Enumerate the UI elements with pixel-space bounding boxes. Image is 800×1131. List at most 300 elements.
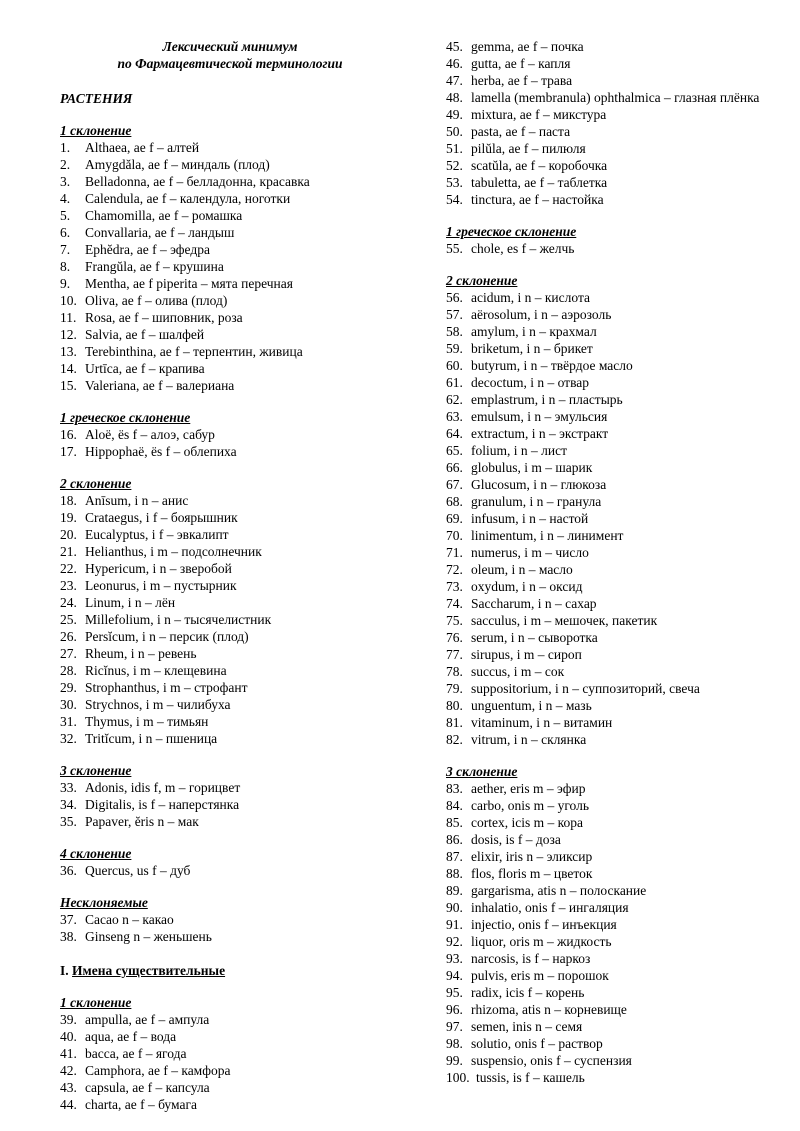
item-number: 2.: [60, 157, 71, 172]
item-number: 81.: [446, 715, 463, 730]
list-item: [60, 326, 400, 343]
list-item: [446, 306, 766, 323]
item-text: sirupus, i m – сироп: [471, 647, 582, 662]
list-item: [446, 1035, 766, 1052]
item-number: 91.: [446, 917, 463, 932]
item-number: 78.: [446, 664, 463, 679]
item-number: 88.: [446, 866, 463, 881]
list-item: [60, 1028, 400, 1045]
item-text: rhizoma, atis n – корневище: [471, 1002, 627, 1017]
declension-heading: 1 склонение: [60, 123, 132, 138]
list-item: [446, 899, 766, 916]
item-text: numerus, i m – число: [471, 545, 589, 560]
item-text: suspensio, onis f – суспензия: [471, 1053, 632, 1068]
item-text: herba, ae f – трава: [471, 73, 573, 88]
item-text: aërosolum, i n – аэрозоль: [471, 307, 612, 322]
item-text: Rheum, i n – ревень: [85, 646, 197, 661]
item-number: 39.: [60, 1012, 77, 1027]
item-number: 15.: [60, 378, 77, 393]
item-number: 74.: [446, 596, 463, 611]
item-number: 76.: [446, 630, 463, 645]
item-text: Tritĭcum, i n – пшеница: [85, 731, 218, 746]
list-item: [446, 323, 766, 340]
item-number: 66.: [446, 460, 463, 475]
list-item: [446, 731, 766, 748]
list-item: [60, 224, 400, 241]
item-number: 35.: [60, 814, 77, 829]
item-text: tinctura, ae f – настойка: [471, 192, 604, 207]
item-text: solutio, onis f – раствор: [471, 1036, 603, 1051]
list-item: [60, 862, 400, 879]
list-item: [446, 408, 766, 425]
item-text: mixtura, ae f – микстура: [471, 107, 607, 122]
item-text: Strophanthus, i m – строфант: [85, 680, 248, 695]
declension-heading: 2 склонение: [446, 273, 518, 288]
left-column: [60, 38, 400, 1113]
item-text: gargarisma, atis n – полоскание: [471, 883, 647, 898]
list-item: [446, 916, 766, 933]
list-item: [446, 527, 766, 544]
list-item: [446, 544, 766, 561]
item-text: Aloë, ёs f – алоэ, сабур: [85, 427, 215, 442]
item-number: 26.: [60, 629, 77, 644]
list-item: [446, 865, 766, 882]
item-text: vitrum, i n – склянка: [471, 732, 587, 747]
item-text: flos, floris m – цветок: [471, 866, 593, 881]
list-item: [446, 714, 766, 731]
item-number: 59.: [446, 341, 463, 356]
list-item: [446, 561, 766, 578]
nouns-heading-title: Имена существительные: [72, 963, 226, 978]
item-number: 19.: [60, 510, 77, 525]
item-text: narcosis, is f – наркоз: [471, 951, 591, 966]
list-item: [446, 831, 766, 848]
nouns-group: [60, 994, 400, 1113]
item-text: Glucosum, i n – глюкоза: [471, 477, 607, 492]
item-text: Chamomilla, ae f – ромашка: [85, 208, 243, 223]
list-item: [60, 796, 400, 813]
item-number: 55.: [446, 241, 463, 256]
list-item: [446, 493, 766, 510]
list-item: [446, 984, 766, 1001]
item-number: 22.: [60, 561, 77, 576]
item-number: 54.: [446, 192, 463, 207]
item-text: Frangŭla, ae f – крушина: [85, 259, 224, 274]
item-number: 13.: [60, 344, 77, 359]
item-text: Quercus, us f – дуб: [85, 863, 191, 878]
list-item: [60, 1079, 400, 1096]
item-number: 51.: [446, 141, 463, 156]
list-item: [60, 139, 400, 156]
list-item: [60, 190, 400, 207]
item-text: injectio, onis f – инъекция: [471, 917, 617, 932]
item-text: Leonurus, i m – пустырник: [85, 578, 237, 593]
item-number: 50.: [446, 124, 463, 139]
list-item: [60, 156, 400, 173]
item-number: 9.: [60, 276, 71, 291]
item-text: Digitalis, is f – наперстянка: [85, 797, 240, 812]
item-text: acidum, i n – кислота: [471, 290, 591, 305]
list-item: [60, 207, 400, 224]
document-title-line2: по Фармацевтической терминологии: [117, 56, 343, 71]
item-text: folium, i n – лист: [471, 443, 567, 458]
list-item: [446, 123, 766, 140]
item-text: Ricĭnus, i m – клещевина: [85, 663, 227, 678]
item-number: 31.: [60, 714, 77, 729]
section-title-plants: РАСТЕНИЯ: [60, 91, 133, 106]
list-item: [446, 1052, 766, 1069]
list-item: [446, 578, 766, 595]
item-number: 17.: [60, 444, 77, 459]
list-item: [60, 560, 400, 577]
item-number: 63.: [446, 409, 463, 424]
item-number: 84.: [446, 798, 463, 813]
item-text: pasta, ae f – паста: [471, 124, 571, 139]
list-item: [446, 391, 766, 408]
list-item: [60, 343, 400, 360]
declension-heading: 3 склонение: [60, 763, 132, 778]
list-item: [446, 680, 766, 697]
item-number: 67.: [446, 477, 463, 492]
item-number: 36.: [60, 863, 77, 878]
item-number: 58.: [446, 324, 463, 339]
item-number: 75.: [446, 613, 463, 628]
item-number: 38.: [60, 929, 77, 944]
item-text: Salvia, ae f – шалфей: [85, 327, 205, 342]
item-number: 69.: [446, 511, 463, 526]
item-text: Rosa, ae f – шиповник, роза: [85, 310, 243, 325]
list-item: [60, 696, 400, 713]
list-item: [60, 928, 400, 945]
list-item: [446, 340, 766, 357]
item-number: 71.: [446, 545, 463, 560]
item-text: Strychnos, i m – чилибуха: [85, 697, 231, 712]
item-text: serum, i n – сыворотка: [471, 630, 598, 645]
list-item: [446, 933, 766, 950]
item-text: Urtīca, ae f – крапива: [85, 361, 205, 376]
list-item: [60, 443, 400, 460]
item-text: Belladonna, ae f – белладонна, красавка: [85, 174, 310, 189]
item-text: pulvis, eris m – порошок: [471, 968, 609, 983]
list-item: [446, 797, 766, 814]
item-text: succus, i m – сок: [471, 664, 565, 679]
list-item: [60, 611, 400, 628]
item-text: Anīsum, i n – анис: [85, 493, 189, 508]
list-item: [60, 730, 400, 747]
item-text: inhalatio, onis f – ингаляция: [471, 900, 629, 915]
item-text: vitaminum, i n – витамин: [471, 715, 613, 730]
item-number: 37.: [60, 912, 77, 927]
list-item: [60, 360, 400, 377]
item-number: 80.: [446, 698, 463, 713]
item-number: 1.: [60, 140, 71, 155]
item-number: 29.: [60, 680, 77, 695]
list-item: [60, 645, 400, 662]
item-number: 65.: [446, 443, 463, 458]
item-text: Terebinthina, ae f – терпентин, живица: [85, 344, 303, 359]
item-text: scatŭla, ae f – коробочка: [471, 158, 608, 173]
list-item: [446, 357, 766, 374]
item-number: 93.: [446, 951, 463, 966]
nouns-heading-number: I.: [60, 963, 69, 978]
list-item: [446, 629, 766, 646]
item-text: Adonis, idis f, m – горицвет: [85, 780, 241, 795]
item-text: Mentha, ae f piperita – мята перечная: [85, 276, 293, 291]
item-text: Ginseng n – женьшень: [85, 929, 212, 944]
declension-heading: 1 греческое склонение: [60, 410, 191, 425]
item-text: carbo, onis m – уголь: [471, 798, 590, 813]
item-number: 7.: [60, 242, 71, 257]
list-item: [60, 241, 400, 258]
list-item: [60, 1062, 400, 1079]
item-text: Linum, i n – лён: [85, 595, 176, 610]
item-text: oxydum, i n – оксид: [471, 579, 583, 594]
item-number: 3.: [60, 174, 71, 189]
document-title-line1: Лексический минимум: [162, 39, 298, 54]
item-number: 42.: [60, 1063, 77, 1078]
item-number: 41.: [60, 1046, 77, 1061]
item-text: elixir, iris n – эликсир: [471, 849, 593, 864]
left-groups: [60, 122, 400, 945]
list-item: [446, 459, 766, 476]
list-item: [446, 612, 766, 629]
item-text: butyrum, i n – твёрдое масло: [471, 358, 633, 373]
list-item: [446, 1069, 766, 1086]
item-number: 97.: [446, 1019, 463, 1034]
declension-heading: 2 склонение: [60, 476, 132, 491]
list-item: [446, 950, 766, 967]
item-text: gemma, ae f – почка: [471, 39, 584, 54]
list-item: [446, 780, 766, 797]
item-text: aqua, ae f – вода: [85, 1029, 177, 1044]
item-number: 49.: [446, 107, 463, 122]
item-number: 18.: [60, 493, 77, 508]
list-item: [446, 191, 766, 208]
list-item: [60, 911, 400, 928]
item-number: 30.: [60, 697, 77, 712]
right-groups: [446, 223, 766, 1086]
item-number: 79.: [446, 681, 463, 696]
list-item: [60, 526, 400, 543]
item-number: 28.: [60, 663, 77, 678]
item-text: ampulla, ae f – ампула: [85, 1012, 210, 1027]
list-item: [446, 848, 766, 865]
item-text: semen, inis n – семя: [471, 1019, 583, 1034]
list-item: [60, 577, 400, 594]
list-item: [60, 292, 400, 309]
list-item: [60, 679, 400, 696]
item-number: 40.: [60, 1029, 77, 1044]
item-text: emplastrum, i n – пластырь: [471, 392, 623, 407]
item-number: 56.: [446, 290, 463, 305]
item-number: 85.: [446, 815, 463, 830]
list-item: [446, 814, 766, 831]
item-number: 98.: [446, 1036, 463, 1051]
item-text: Camphora, ae f – камфора: [85, 1063, 231, 1078]
item-text: radix, icis f – корень: [471, 985, 585, 1000]
item-number: 25.: [60, 612, 77, 627]
item-text: globulus, i m – шарик: [471, 460, 593, 475]
list-item: [446, 510, 766, 527]
item-number: 27.: [60, 646, 77, 661]
item-number: 70.: [446, 528, 463, 543]
item-number: 60.: [446, 358, 463, 373]
item-text: amylum, i n – крахмал: [471, 324, 597, 339]
item-text: Calendula, ae f – календула, ноготки: [85, 191, 291, 206]
item-text: liquor, oris m – жидкость: [471, 934, 612, 949]
list-item: [60, 813, 400, 830]
item-number: 11.: [60, 310, 77, 325]
list-item: [60, 492, 400, 509]
list-item: [446, 663, 766, 680]
list-item: [446, 476, 766, 493]
list-item: [60, 309, 400, 326]
item-number: 48.: [446, 90, 463, 105]
item-number: 24.: [60, 595, 77, 610]
list-item: [446, 89, 766, 106]
item-text: charta, ae f – бумага: [85, 1097, 197, 1112]
list-item: [446, 1001, 766, 1018]
item-number: 10.: [60, 293, 77, 308]
list-item: [446, 967, 766, 984]
item-text: aether, eris m – эфир: [471, 781, 586, 796]
item-text: Althaea, ae f – алтей: [85, 140, 200, 155]
item-text: Saccharum, i n – сахар: [471, 596, 597, 611]
list-item: [60, 543, 400, 560]
item-number: 57.: [446, 307, 463, 322]
list-item: [446, 38, 766, 55]
list-item: [60, 1045, 400, 1062]
list-item: [60, 779, 400, 796]
item-number: 44.: [60, 1097, 77, 1112]
right-top-list: [446, 38, 766, 208]
declension-heading: Несклоняемые: [60, 895, 148, 910]
item-number: 73.: [446, 579, 463, 594]
item-text: Cacao n – какао: [85, 912, 174, 927]
item-text: Convallaria, ae f – ландыш: [85, 225, 235, 240]
item-number: 77.: [446, 647, 463, 662]
item-text: Thymus, i m – тимьян: [85, 714, 209, 729]
item-text: Helianthus, i m – подсолнечник: [85, 544, 262, 559]
item-number: 92.: [446, 934, 463, 949]
item-number: 6.: [60, 225, 71, 240]
item-number: 8.: [60, 259, 71, 274]
item-number: 52.: [446, 158, 463, 173]
list-item: [446, 55, 766, 72]
item-number: 61.: [446, 375, 463, 390]
item-number: 4.: [60, 191, 71, 206]
item-number: 83.: [446, 781, 463, 796]
list-item: [60, 662, 400, 679]
item-number: 45.: [446, 39, 463, 54]
item-number: 14.: [60, 361, 77, 376]
list-item: [60, 426, 400, 443]
list-item: [446, 140, 766, 157]
item-text: chole, es f – желчь: [471, 241, 575, 256]
list-item: [60, 275, 400, 292]
nouns-heading: [60, 962, 400, 979]
item-number: 64.: [446, 426, 463, 441]
item-number: 90.: [446, 900, 463, 915]
item-text: extractum, i n – экстракт: [471, 426, 609, 441]
item-text: Hypericum, i n – зверобой: [85, 561, 232, 576]
item-text: emulsum, i n – эмульсия: [471, 409, 608, 424]
item-text: linimentum, i n – линимент: [471, 528, 624, 543]
list-item: [60, 509, 400, 526]
declension-heading: 3 склонение: [446, 764, 518, 779]
item-text: Crataegus, i f – боярышник: [85, 510, 238, 525]
item-text: Papaver, ĕris n – мак: [85, 814, 199, 829]
item-number: 82.: [446, 732, 463, 747]
item-text: briketum, i n – брикет: [471, 341, 593, 356]
item-number: 34.: [60, 797, 77, 812]
list-item: [60, 173, 400, 190]
item-text: sacculus, i m – мешочек, пакетик: [471, 613, 658, 628]
list-item: [446, 72, 766, 89]
item-text: bacca, ae f – ягода: [85, 1046, 187, 1061]
item-number: 20.: [60, 527, 77, 542]
item-number: 99.: [446, 1053, 463, 1068]
item-text: dosis, is f – доза: [471, 832, 561, 847]
item-number: 96.: [446, 1002, 463, 1017]
list-item: [446, 240, 766, 257]
declension-heading: 1 склонение: [60, 995, 132, 1010]
right-column: [446, 38, 766, 1086]
list-item: [60, 628, 400, 645]
item-text: lamella (membranula) ophthalmica – глазная плёнка: [471, 90, 760, 105]
item-text: Oliva, ae f – олива (плод): [85, 293, 228, 308]
item-text: Millefolium, i n – тысячелистник: [85, 612, 272, 627]
item-text: tabuletta, ae f – таблетка: [471, 175, 608, 190]
declension-heading: 4 склонение: [60, 846, 132, 861]
item-number: 46.: [446, 56, 463, 71]
item-number: 32.: [60, 731, 77, 746]
list-item: [446, 374, 766, 391]
item-number: 94.: [446, 968, 463, 983]
item-number: 47.: [446, 73, 463, 88]
item-text: gutta, ae f – капля: [471, 56, 571, 71]
declension-heading: 1 греческое склонение: [446, 224, 577, 239]
list-item: [446, 882, 766, 899]
list-item: [446, 174, 766, 191]
item-text: cortex, icis m – кора: [471, 815, 583, 830]
item-number: 100.: [446, 1070, 470, 1085]
item-text: oleum, i n – масло: [471, 562, 573, 577]
item-text: capsula, ae f – капсула: [85, 1080, 210, 1095]
list-item: [60, 713, 400, 730]
list-item: [446, 646, 766, 663]
list-item: [446, 442, 766, 459]
item-number: 12.: [60, 327, 77, 342]
list-item: [446, 1018, 766, 1035]
item-text: unguentum, i n – мазь: [471, 698, 592, 713]
item-number: 33.: [60, 780, 77, 795]
item-number: 95.: [446, 985, 463, 1000]
item-number: 16.: [60, 427, 77, 442]
list-item: [446, 697, 766, 714]
item-text: Eucalyptus, i f – эвкалипт: [85, 527, 229, 542]
item-number: 86.: [446, 832, 463, 847]
item-number: 72.: [446, 562, 463, 577]
list-item: [446, 289, 766, 306]
item-text: decoctum, i n – отвар: [471, 375, 590, 390]
item-text: granulum, i n – гранула: [471, 494, 602, 509]
item-text: Hippophaë, ёs f – облепиха: [85, 444, 237, 459]
item-number: 43.: [60, 1080, 77, 1095]
item-number: 21.: [60, 544, 77, 559]
item-text: infusum, i n – настой: [471, 511, 589, 526]
item-number: 87.: [446, 849, 463, 864]
